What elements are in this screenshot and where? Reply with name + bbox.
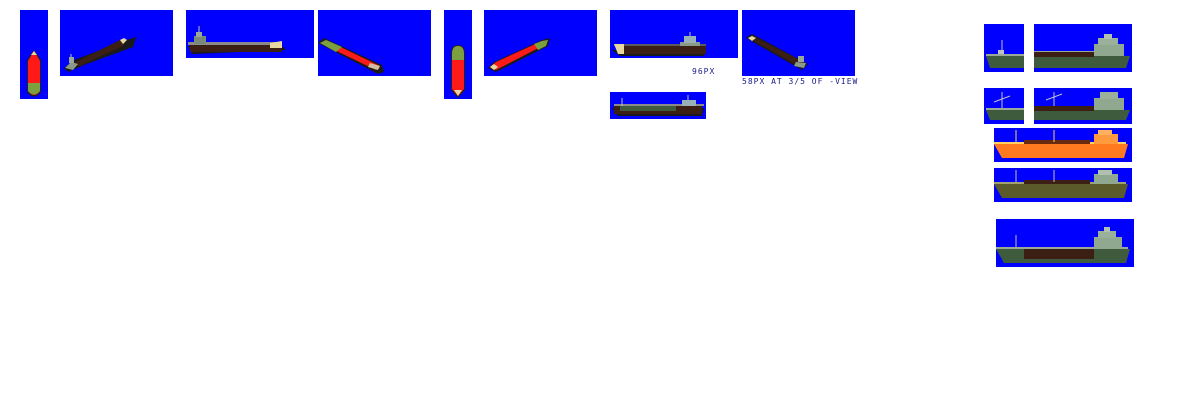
sprite-diagonal-58px (742, 10, 855, 76)
sprite-vertical-red-1 (20, 10, 48, 99)
sprite-green-split-left-1 (984, 24, 1024, 72)
size-label-58px: 58PX AT 3/5 OF -VIEW (742, 77, 859, 86)
sprite-green-split-right-2 (1034, 88, 1132, 124)
sprite-olive-ship (994, 168, 1132, 202)
sprite-vertical-red-2 (444, 10, 472, 99)
sprite-diagonal-red-up (484, 10, 597, 76)
sprite-orange-ship (994, 128, 1132, 162)
sprite-side-brown (186, 10, 314, 58)
sprite-diagonal-brown (60, 10, 173, 76)
sprite-green-split-right-1 (1034, 24, 1132, 72)
sprite-diagonal-red-down (318, 10, 431, 76)
sprite-side-green-hatch (610, 92, 706, 119)
sprite-green-ship-bottom (996, 219, 1134, 267)
sprite-green-split-left-2 (984, 88, 1024, 124)
size-label-96px: 96PX (692, 67, 716, 76)
sprite-side-96px (610, 10, 738, 58)
